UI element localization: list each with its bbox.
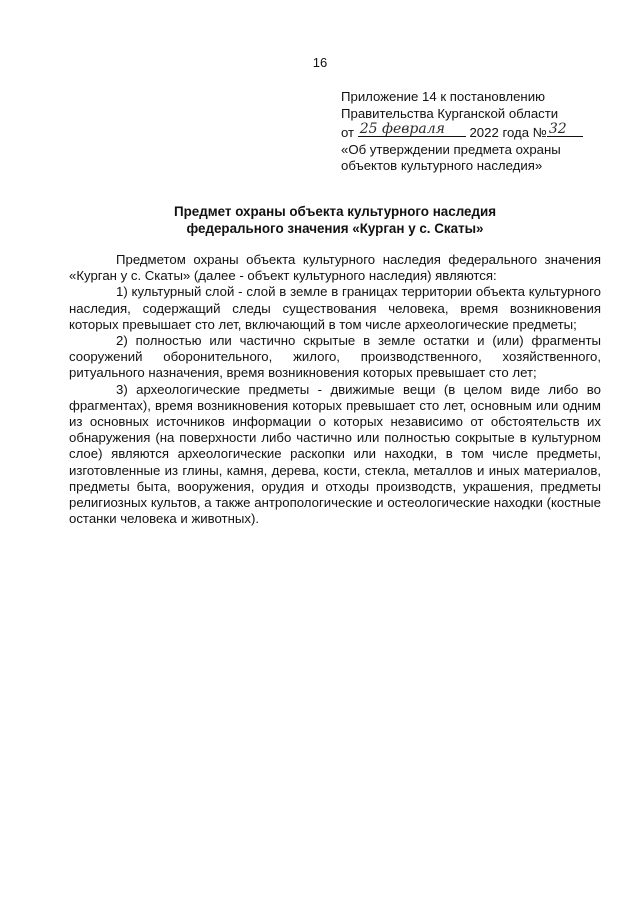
- appendix-line-1: Приложение 14 к постановлению: [341, 89, 545, 104]
- handwritten-number: 32: [548, 121, 567, 137]
- document-body: [69, 252, 601, 527]
- title-line-1: Предмет охраны объекта культурного наследия: [173, 204, 497, 219]
- date-blank: [358, 122, 466, 137]
- appendix-header: [341, 89, 611, 175]
- year-text: 2022 года №: [469, 125, 547, 140]
- paragraph-intro: Предметом охраны объекта культурного наследия федерального значения «Курган у с. Скаты» (далее - объект культурного наследия) являются:: [69, 252, 601, 284]
- document-title: [70, 204, 600, 237]
- title-line-2: федерального значения «Курган у с. Скаты»: [186, 220, 484, 236]
- paragraph-item-2: 2) полностью или частично скрытые в земле остатки и (или) фрагменты сооружений оборонительного, жилого, производственного, хозяйственного, ритуального назначения, время возникновения которых превышает сто лет;: [69, 333, 601, 381]
- appendix-date-line: [341, 122, 611, 142]
- paragraph-item-3: 3) археологические предметы - движимые вещи (в целом виде либо во фрагментах), время возникновения которых превышает сто лет, основным или одним из основных источников информации о которых независимо от обстоятельств их обнаружения (на поверхности либо частично или полностью сокрытые в культурном слое) являются археологические раскопки или находки, в том числе предметы, изготовленные из глины, камня, дерева, кости, стекла, металлов и иных материалов, предметы быта, вооружения, орудия и отходы производств, украшения, предметы религиозных культов, а также антропологические и остеологические находки (костные останки человека и животных).: [69, 381, 601, 527]
- handwritten-date: 25 февраля: [359, 121, 445, 137]
- appendix-line-4: «Об утверждении предмета охраны: [341, 141, 561, 157]
- number-blank: [547, 122, 583, 137]
- date-prefix: от: [341, 125, 355, 140]
- appendix-line-2: Правительства Курганской области: [341, 105, 559, 121]
- page-number: 16: [312, 55, 328, 70]
- appendix-line-5: объектов культурного наследия»: [341, 158, 543, 173]
- paragraph-item-1: 1) культурный слой - слой в земле в границах территории объекта культурного наследия, содержащий следы существования человека, время возникновения которых превышает сто лет, включающий в том числе археологические предметы;: [69, 284, 601, 332]
